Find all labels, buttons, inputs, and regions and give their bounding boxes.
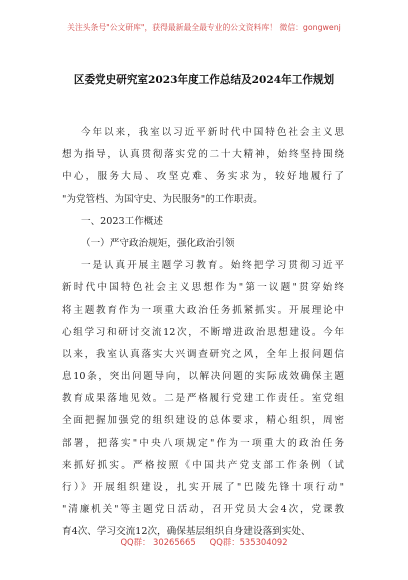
body-line: 息10条，突出问题导向，以解决问题的实际成效确保主题 <box>62 371 344 383</box>
body-line: 育4次、学习交流12次，确保基层组织自身建设落到实处、 <box>62 526 311 538</box>
body-line: 想为指导，认真贯彻落实党的二十大精神，始终坚持围绕 <box>62 149 344 161</box>
body-line: 全面把握加强党的组织建设的总体要求，精心组织，周密 <box>62 415 344 427</box>
body-line: 新时代中国特色社会主义思想作为"第一议题"贯穿始终 <box>62 282 344 294</box>
document-body <box>62 122 344 544</box>
body-line: "清廉机关"等主题党日活动，召开党员大会4次，党课教 <box>62 504 344 516</box>
body-line: 将主题教育作为一项重大政治任务抓紧抓实。开展理论中 <box>62 304 344 316</box>
body-line: 来抓好抓实。严格按照《中国共产党支部工作条例（试 <box>62 459 344 471</box>
body-line: （一）严守政治规矩，强化政治引领 <box>81 237 235 249</box>
body-line: 行）》开展组织建设，扎实开展了"巴陵先锋十项行动" <box>62 482 344 493</box>
body-line: "为党管档、为国守史、为民服务"的工作职责。 <box>62 193 263 205</box>
footer-qq-groups <box>0 536 408 548</box>
body-line: 教育成果落地见效。二是严格履行党建工作责任。室党组 <box>62 393 344 405</box>
body-line: 一是认真开展主题学习教育。始终把学习贯彻习近平 <box>81 260 344 272</box>
body-line: 部署，把落实"中央八项规定"作为一项重大的政治任务 <box>62 437 344 449</box>
body-line: 中心，服务大局、攻坚克难、务实求为，较好地履行了 <box>62 171 344 183</box>
footer-qq-group-2: QQ群：535304092 <box>209 537 288 547</box>
header-banner: 关注头条号"公文研库"，获得最新最全最专业的公文资料库！ 微信：gongwenj <box>67 23 341 32</box>
footer-qq-group-1: QQ群： 30265665 <box>120 537 196 547</box>
body-line: 心组学习和研讨交流12次，不断增进政治思想建设。今年 <box>62 326 344 338</box>
document-title: 区委党史研究室2023年度工作总结及2024年工作规划 <box>73 74 335 86</box>
body-line: 一、2023工作概述 <box>81 215 163 227</box>
body-line: 以来，我室认真落实大兴调查研究之风，全年上报问题信 <box>62 348 344 360</box>
body-line: 今年以来，我室以习近平新时代中国特色社会主义思 <box>81 127 344 138</box>
